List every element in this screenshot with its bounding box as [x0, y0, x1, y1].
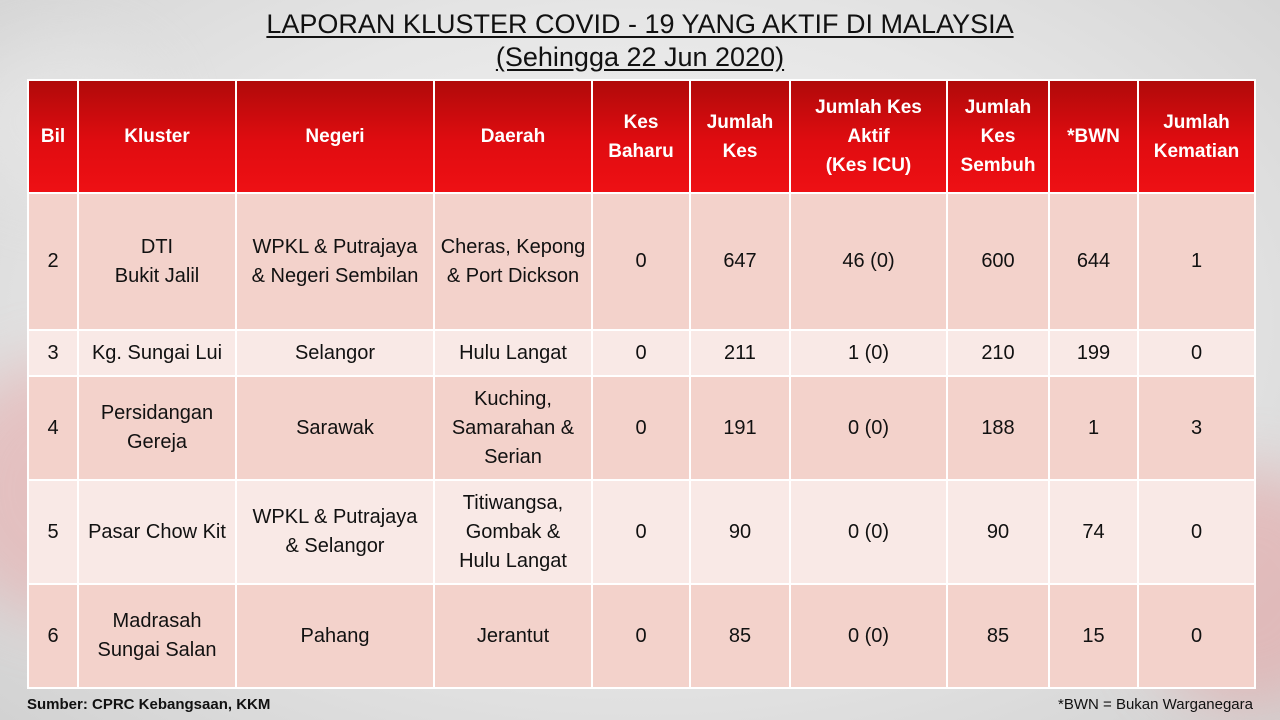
cell-daerah: Jerantut — [434, 584, 592, 688]
cell-daerah: Hulu Langat — [434, 330, 592, 376]
cell-bwn: 199 — [1049, 330, 1138, 376]
header-bil: Bil — [28, 80, 78, 193]
cell-negeri: Sarawak — [236, 376, 434, 480]
table-row — [28, 376, 1255, 480]
cell-bil: 4 — [28, 376, 78, 480]
header-jumlah-kematian: Jumlah Kematian — [1138, 80, 1255, 193]
cell-kluster: Persidangan Gereja — [78, 376, 236, 480]
cell-kes-baharu: 0 — [592, 193, 690, 330]
header-jumlah-kes: Jumlah Kes — [690, 80, 790, 193]
cell-daerah: Cheras, Kepong & Port Dickson — [434, 193, 592, 330]
cell-daerah: Titiwangsa, Gombak & Hulu Langat — [434, 480, 592, 584]
cell-bil: 5 — [28, 480, 78, 584]
cell-kes-baharu: 0 — [592, 584, 690, 688]
cell-jumlah-kematian: 0 — [1138, 584, 1255, 688]
cell-kluster: Pasar Chow Kit — [78, 480, 236, 584]
cell-jumlah-kes-sembuh: 85 — [947, 584, 1049, 688]
cell-jumlah-kes: 647 — [690, 193, 790, 330]
cell-jumlah-kes: 211 — [690, 330, 790, 376]
cell-jumlah-kes-sembuh: 600 — [947, 193, 1049, 330]
cell-kluster: Kg. Sungai Lui — [78, 330, 236, 376]
cell-negeri: WPKL & Putrajaya & Selangor — [236, 480, 434, 584]
cell-bwn: 644 — [1049, 193, 1138, 330]
table-row — [28, 584, 1255, 688]
cell-bil: 3 — [28, 330, 78, 376]
cell-jumlah-kes-aktif: 46 (0) — [790, 193, 947, 330]
table-row — [28, 480, 1255, 584]
header-jumlah-kes-sembuh: Jumlah Kes Sembuh — [947, 80, 1049, 193]
cell-negeri: Pahang — [236, 584, 434, 688]
cell-jumlah-kes-sembuh: 210 — [947, 330, 1049, 376]
cell-kes-baharu: 0 — [592, 376, 690, 480]
cell-kes-baharu: 0 — [592, 480, 690, 584]
cell-jumlah-kematian: 0 — [1138, 480, 1255, 584]
cell-bwn: 1 — [1049, 376, 1138, 480]
header-jumlah-kes-aktif: Jumlah Kes Aktif (Kes ICU) — [790, 80, 947, 193]
cell-bwn: 15 — [1049, 584, 1138, 688]
table-row — [28, 330, 1255, 376]
cell-negeri: Selangor — [236, 330, 434, 376]
report-title — [0, 8, 1280, 74]
cell-jumlah-kes: 85 — [690, 584, 790, 688]
cell-jumlah-kes-sembuh: 188 — [947, 376, 1049, 480]
header-kes-baharu: Kes Baharu — [592, 80, 690, 193]
cell-jumlah-kes-aktif: 0 (0) — [790, 480, 947, 584]
cell-jumlah-kematian: 1 — [1138, 193, 1255, 330]
header-kluster: Kluster — [78, 80, 236, 193]
cell-jumlah-kematian: 3 — [1138, 376, 1255, 480]
table-header-row — [28, 80, 1255, 193]
header-bwn: *BWN — [1049, 80, 1138, 193]
source-note: Sumber: CPRC Kebangsaan, KKM — [27, 696, 271, 713]
cell-negeri: WPKL & Putrajaya & Negeri Sembilan — [236, 193, 434, 330]
cell-jumlah-kes-aktif: 0 (0) — [790, 584, 947, 688]
cell-daerah: Kuching, Samarahan & Serian — [434, 376, 592, 480]
cell-bil: 6 — [28, 584, 78, 688]
cell-jumlah-kes-aktif: 1 (0) — [790, 330, 947, 376]
cell-jumlah-kes: 191 — [690, 376, 790, 480]
cell-kluster: DTI Bukit Jalil — [78, 193, 236, 330]
cell-kluster: Madrasah Sungai Salan — [78, 584, 236, 688]
cell-jumlah-kes-aktif: 0 (0) — [790, 376, 947, 480]
cell-jumlah-kes: 90 — [690, 480, 790, 584]
cell-bwn: 74 — [1049, 480, 1138, 584]
title-line-2: (Sehingga 22 Jun 2020) — [495, 42, 785, 72]
cell-kes-baharu: 0 — [592, 330, 690, 376]
bwn-footnote: *BWN = Bukan Warganegara — [1058, 696, 1253, 713]
header-negeri: Negeri — [236, 80, 434, 193]
cell-jumlah-kematian: 0 — [1138, 330, 1255, 376]
header-daerah: Daerah — [434, 80, 592, 193]
cell-bil: 2 — [28, 193, 78, 330]
cluster-table — [27, 79, 1256, 689]
title-line-1: LAPORAN KLUSTER COVID - 19 YANG AKTIF DI MALAYSIA — [266, 9, 1014, 39]
cell-jumlah-kes-sembuh: 90 — [947, 480, 1049, 584]
table-row — [28, 193, 1255, 330]
